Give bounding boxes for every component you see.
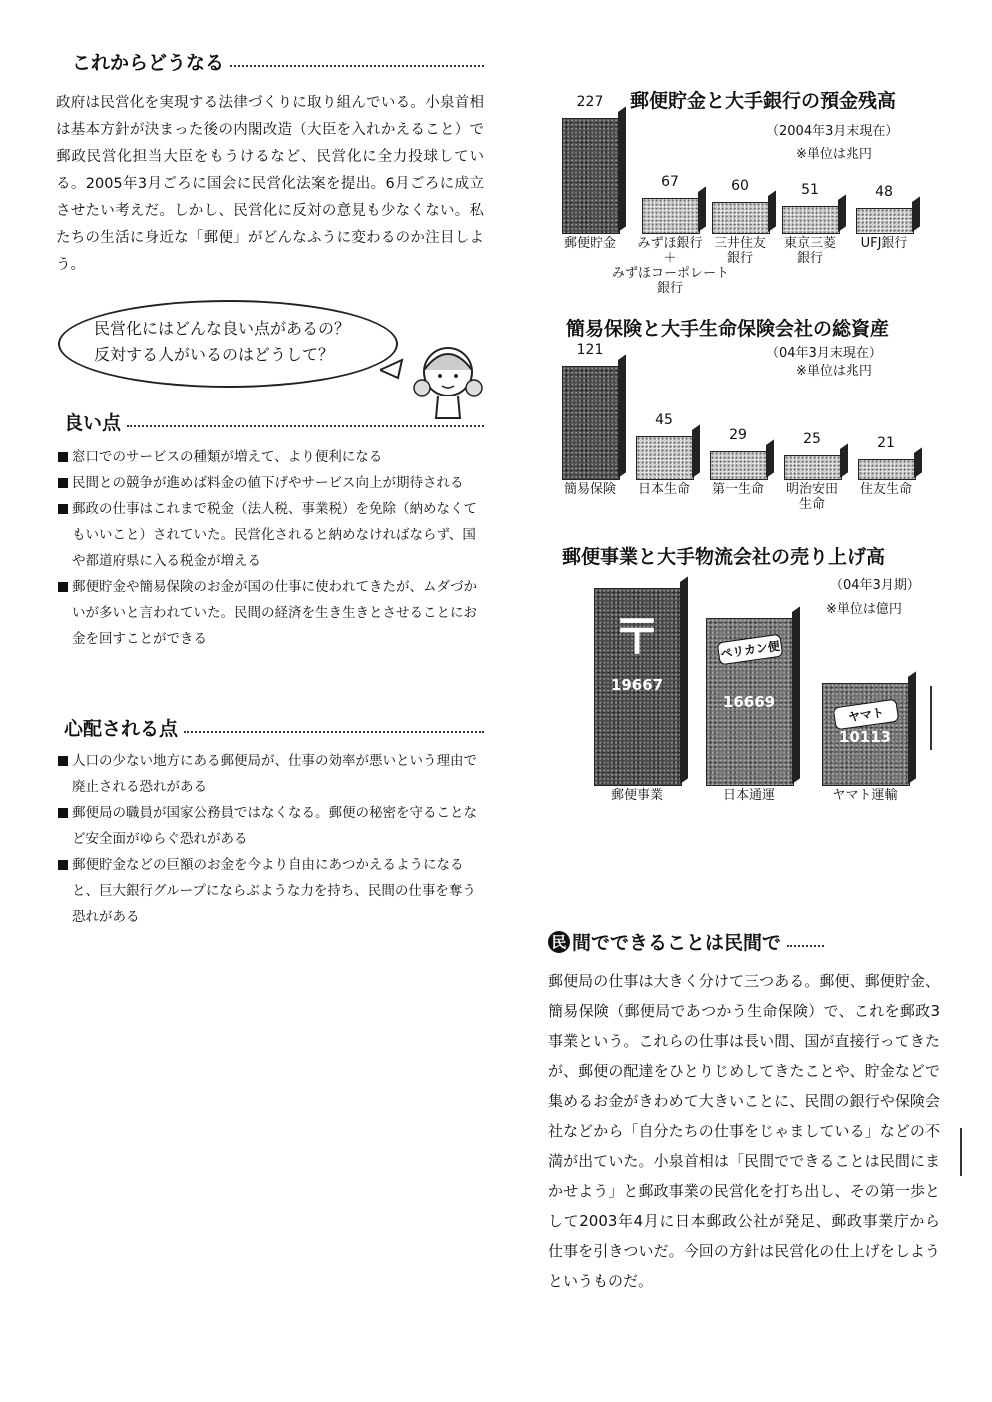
- good-points-heading-text: 良い点: [64, 412, 122, 434]
- chart-category-label: 郵便貯金: [563, 236, 616, 251]
- min-badge-icon: 民: [548, 931, 570, 953]
- chart3-unit-note: ※単位は億円: [826, 602, 902, 617]
- list-item: 郵便貯金などの巨額のお金を今より自由にあつかえるようになると、巨大銀行グループにならぶような力を持ち、民間の仕事を奪う恐れがある: [58, 852, 484, 930]
- chart-category-label: 簡易保険: [563, 482, 616, 497]
- good-points-heading: [64, 408, 484, 435]
- chart-category-label: 日本生命: [637, 482, 690, 497]
- concerns-heading-text: 心配される点: [64, 718, 179, 740]
- chart-bar: [856, 208, 914, 234]
- chart-category-label: ヤマト運輸: [832, 788, 898, 803]
- chart-bar-side: [792, 606, 800, 784]
- good-points-list: [58, 444, 484, 652]
- bubble-line-2: 反対する人がいるのはどうして？: [94, 345, 335, 364]
- chart-bar: [642, 198, 700, 234]
- chart-category-label: UFJ銀行: [860, 236, 908, 251]
- chart-value-label: 227: [576, 94, 604, 110]
- chart-bar-side: [840, 443, 848, 478]
- company-logo-icon: ペリカン便: [717, 634, 784, 666]
- list-item: 郵便貯金や簡易保険のお金が国の仕事に使われてきたが、ムダづかいが多いと言われていた。民間の経済を生き生きとさせることにお金を回すことができる: [58, 574, 484, 652]
- chart-value-label: 25: [803, 431, 821, 447]
- chart-category-label: みずほ銀行 ＋ みずほコーポレート 銀行: [612, 236, 730, 296]
- company-logo-icon: ヤマト: [833, 699, 900, 731]
- chart-bar-side: [838, 194, 846, 232]
- chart-value-label: 21: [877, 435, 895, 451]
- chart-value-label: 10113: [838, 728, 892, 747]
- chart-value-label: 45: [655, 412, 673, 428]
- private-heading: [548, 928, 824, 955]
- chart-bar: [636, 436, 694, 480]
- intro-heading: [72, 48, 484, 75]
- chart-value-label: 121: [576, 342, 604, 358]
- private-paragraph: 郵便局の仕事は大きく分けて三つある。郵便、郵便貯金、簡易保険（郵便局であつかう生命保険）で、これを郵政3事業という。これらの仕事は長い間、国が直接行ってきたが、郵便の配達をひとりじめしてきたことや、貯金などで集めるお金がきわめて大きいことに、民間の銀行や保険会社などから「自分たちの仕事をじゃましている」などの不満が出ていた。小泉首相は「民間でできることは民間にまかせよう」と郵政事業の民営化を打ち出し、その第一歩として2003年4月に日本郵政公社が発足、郵政事業庁から仕事を引きついだ。今回の方針は民営化の仕上げをしようというものだ。: [548, 972, 940, 1290]
- chart-category-label: 東京三菱 銀行: [783, 236, 836, 266]
- chart3-subtitle: （04年3月期）: [830, 578, 920, 593]
- chart-value-label: 48: [875, 184, 893, 200]
- chart-bar-side: [618, 354, 626, 478]
- chart-bar: [858, 459, 916, 480]
- chart-category-label: 明治安田 生命: [785, 482, 838, 512]
- chart3-title: 郵便事業と大手物流会社の売り上げ高: [562, 546, 886, 568]
- chart-bar: [784, 455, 842, 480]
- chart-value-label: 29: [729, 427, 747, 443]
- heading-dots: [787, 945, 824, 947]
- chart-category-label: 三井住友 銀行: [713, 236, 766, 266]
- chart2-unit-note: ※単位は兆円: [796, 364, 872, 379]
- intro-heading-text: これからどうなる: [72, 52, 225, 74]
- chart-value-label: 51: [801, 182, 819, 198]
- chart2-subtitle: （04年3月末現在）: [766, 346, 882, 361]
- chart1-unit-note: ※単位は兆円: [796, 147, 872, 162]
- heading-dots: [184, 731, 484, 733]
- concerns-list: [58, 748, 484, 930]
- chart-bar-side: [618, 106, 626, 232]
- chart-bar-side: [766, 439, 774, 478]
- chart-bar-side: [914, 447, 922, 478]
- intro-paragraph: 政府は民営化を実現する法律づくりに取り組んでいる。小泉首相は基本方針が決まった後の内閣改造（大臣を入れかえること）で郵政民営化担当大臣をもうけるなど、民営化に全力投球している。2005年3月ごろに国会に民営化法案を提出。6月ごろに成立させたい考えだ。しかし、民営化に反対の意見も少なくない。私たちの生活に身近な「郵便」がどんなふうに変わるのか注目しよう。: [56, 95, 484, 273]
- chart-bar: [562, 118, 620, 234]
- chart-category-label: 日本通運: [722, 788, 775, 803]
- chart1-bars: [556, 90, 936, 300]
- heading-dots: [127, 425, 484, 427]
- speech-bubble: [58, 300, 398, 388]
- chart3-bars: [556, 570, 936, 820]
- list-item: 郵便局の職員が国家公務員ではなくなる。郵便の秘密を守ることなど安全面がゆらぐ恐れがある: [58, 800, 484, 852]
- list-item: 窓口でのサービスの種類が増えて、より便利になる: [58, 444, 484, 470]
- chart-value-label: 16669: [722, 692, 776, 711]
- girl-illustration: [380, 330, 490, 420]
- list-item: 民間との競争が進めば料金の値下げやサービス向上が期待される: [58, 470, 484, 496]
- margin-mark: [960, 1128, 962, 1176]
- margin-mark: [930, 686, 932, 750]
- chart-bar: [710, 451, 768, 480]
- chart2-bars: [556, 340, 936, 520]
- list-item: 郵政の仕事はこれまで税金（法人税、事業税）を免除（納めなくてもいいこと）されていた。民営化されると納めなければならず、国や都道府県に入る税金が増える: [58, 496, 484, 574]
- chart-value-label: 19667: [610, 676, 664, 695]
- chart-bar-side: [908, 671, 916, 784]
- chart-bar-side: [680, 576, 688, 784]
- chart-category-label: 住友生命: [859, 482, 912, 497]
- chart-value-label: 60: [731, 178, 749, 194]
- chart-bar-side: [912, 196, 920, 232]
- chart2-title: 簡易保険と大手生命保険会社の総資産: [566, 318, 890, 340]
- chart-category-label: 第一生命: [711, 482, 764, 497]
- chart1-title: 郵便貯金と大手銀行の預金残高: [630, 90, 897, 112]
- private-heading-text: 間でできることは民間で: [572, 932, 782, 954]
- chart-bar: [712, 202, 770, 234]
- bubble-line-1: 民営化にはどんな良い点があるの？: [94, 319, 351, 338]
- chart-bar: [782, 206, 840, 234]
- chart-bar: [562, 366, 620, 480]
- list-item: 人口の少ない地方にある郵便局が、仕事の効率が悪いという理由で廃止される恐れがある: [58, 748, 484, 800]
- chart1-subtitle: （2004年3月末現在）: [766, 124, 899, 139]
- concerns-heading: [64, 714, 484, 741]
- heading-dots: [230, 65, 484, 67]
- company-logo-icon: 〒: [612, 609, 661, 665]
- chart-category-label: 郵便事業: [610, 788, 663, 803]
- chart-bar-side: [692, 424, 700, 478]
- chart-value-label: 67: [661, 174, 679, 190]
